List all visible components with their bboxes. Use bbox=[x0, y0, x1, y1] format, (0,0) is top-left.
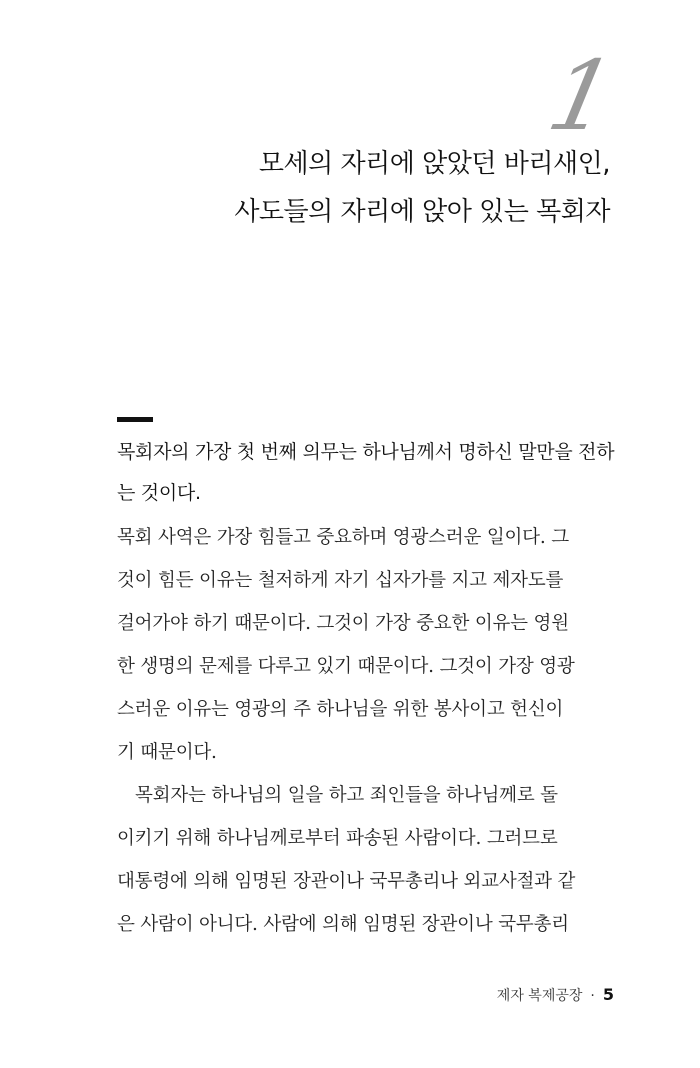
body-line: 은 사람이 아니다. 사람에 의해 임명된 장관이나 국무총리 bbox=[117, 914, 569, 935]
body-text bbox=[117, 516, 617, 946]
body-line: 한 생명의 문제를 다루고 있기 때문이다. 그것이 가장 영광 bbox=[117, 656, 575, 677]
chapter-number: 1 bbox=[539, 40, 624, 152]
body-line: 기 때문이다. bbox=[117, 742, 217, 763]
footer-separator: · bbox=[590, 988, 595, 1004]
paragraph-1 bbox=[117, 516, 617, 774]
body-line: 스러운 이유는 영광의 주 하나님을 위한 봉사이고 헌신이 bbox=[117, 699, 564, 720]
body-line: 걸어가야 하기 때문이다. 그것이 가장 중요한 이유는 영원 bbox=[117, 613, 569, 634]
book-title: 제자 복제공장 bbox=[496, 988, 583, 1004]
chapter-title-line-2: 사도들의 자리에 앉아 있는 목회자 bbox=[234, 197, 610, 227]
chapter-title bbox=[234, 140, 610, 236]
section-rule bbox=[117, 417, 153, 422]
chapter-title-line-1: 모세의 자리에 앉았던 바리새인, bbox=[258, 149, 610, 179]
body-line: 것이 힘든 이유는 철저하게 자기 십자가를 지고 제자도를 bbox=[117, 570, 564, 591]
paragraph-2 bbox=[117, 774, 617, 946]
body-line: 목회 사역은 가장 힘들고 중요하며 영광스러운 일이다. 그 bbox=[117, 527, 569, 548]
body-line: 목회자는 하나님의 일을 하고 죄인들을 하나님께로 돌 bbox=[135, 785, 558, 806]
body-line: 대통령에 의해 임명된 장관이나 국무총리나 외교사절과 같 bbox=[117, 871, 576, 892]
page-number: 5 bbox=[602, 985, 614, 1004]
lead-text: 목회자의 가장 첫 번째 의무는 하나님께서 명하신 말만을 전하는 것이다. bbox=[117, 441, 615, 504]
page-footer bbox=[497, 985, 614, 1005]
body-line: 이키기 위해 하나님께로부터 파송된 사람이다. 그러므로 bbox=[117, 828, 558, 849]
